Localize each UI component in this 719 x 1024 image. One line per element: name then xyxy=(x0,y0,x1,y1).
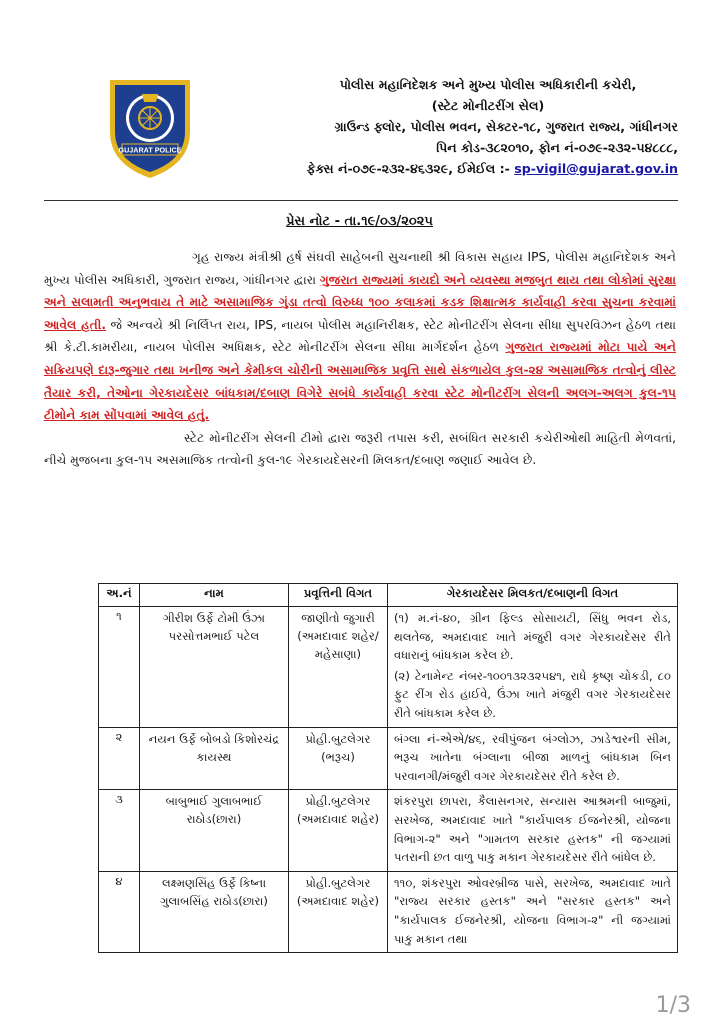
p1-text-a: ગૃહ રાજ્ય મંત્રીશ્રી હર્ષ સંઘવી સાહેબની સુચનાથી શ્રી વિકાસ સહાય IPS, પોલીસ મહાનિદેશક અને મુખ્ય પોલીસ અધિકારી, ગુજરાત રાજ્ય, ગાંધીનગર દ્વારા xyxy=(44,250,676,287)
gujarat-police-logo xyxy=(104,72,196,180)
row-details xyxy=(388,790,678,871)
detail-item: (૨) ટેનામેન્ટ નંબર-૧૦૦૧૩૨૩૨૫૪૧, રાધે કૃષ્ણ ચોકડી, ૮૦ ફુટ રીંગ રોડ હાઈવે, ઉંઝા ખાતે મંજુરી વગર ગેરકાયદેસર રીતે બાંધકામ કરેલ છે. xyxy=(394,668,671,720)
table-header-row xyxy=(99,584,678,607)
detail-item: બંગ્લા નં-એએ/૪૬, રવીપુંજન બંગ્લોઝ, ઝાડેશ્વરની સીમ, ભરૂચ ખાતેના બંગ્લાના બીજા માળનું બાંધકામ બિન પરવાનગી/મંજુરી વગર ગેરકાયદેસર રીતે કરેલ છે. xyxy=(394,731,671,783)
header-pin-phone: પિન કોડ-૩૮૨૦૧૦, ફોન નં-૦૭૯-૨૩૨-૫૪૮૮૮, xyxy=(436,140,678,155)
header-fax-email xyxy=(258,158,678,179)
row-serial: ૨ xyxy=(99,727,140,790)
police-badge-icon xyxy=(104,72,196,180)
row-details xyxy=(388,727,678,790)
row-activity: જાણીતો જુગારી (અમદાવાદ શહેર/મહેસાણા) xyxy=(289,607,388,728)
header-cell-name: (સ્ટેટ મોનીટરીંગ સેલ) xyxy=(431,98,545,113)
p1-text-b: જે અન્વયે શ્રી નિર્લિપ્ત રાય, IPS, નાયબ પોલીસ મહાનિરીક્ષક, સ્ટેટ મોનીટરીંગ સેલના સીધા સુપરવિઝન હેઠળ તથા શ્રી કે.ટી.કામરીયા, નાયબ પોલીસ અધિક્ષક, સ્ટેટ મોનીટરીંગ સેલના સીધા માર્ગદર્શન હેઠળ xyxy=(44,317,677,355)
illegal-property-table xyxy=(98,583,678,953)
table-row xyxy=(99,871,678,952)
row-name: નયન ઉર્ફે બોબડો કિશોરચંદ્ર કાયસ્થ xyxy=(140,727,289,790)
detail-item: ૧૧૦, શંકરપુરા ઓવરબ્રીજ પાસે, સરખેજ, અમદાવાદ ખાતે "રાજ્ય સરકાર હસ્તક" અને "સરકાર હસ્તક" અને "કાર્યપાલક ઈજનેરશ્રી, યોજના વિભાગ-૨" ની જગ્યામાં પાકુ મકાન તથા xyxy=(394,875,671,946)
row-serial: ૩ xyxy=(99,790,140,871)
office-header xyxy=(258,74,678,179)
header-fax: ફેક્સ નં-૦૭૯-૨૩૨-૪૬૩૨૯, ઈમેઈલ :- xyxy=(306,161,515,176)
row-activity: પ્રોહી.બુટલેગર (ભરૂચ) xyxy=(289,727,388,790)
logo-text: GUJARAT POLICE xyxy=(118,145,182,155)
p1-highlight-2: ગુજરાત રાજ્યમાં મોટા પાયે અને સક્રિયપણે દારૂ-જુગાર તથા ખનીજ અને કેમીકલ ચોરીની અસામાજિક પ્રવૃત્તિ સાથે સંકળાયેલ કુલ-૨૪ અસામાજિક તત્વોનું લીસ્ટ તૈયાર કરી, તેઓના ગેરકાયદેસર બાંધકામ/દબાણ વિગેરે સબંધે કાર્યવાહી કરવા સ્ટેટ મોનીટરીંગ સેલની અલગ-અલગ કુલ-૧૫ ટીમોને કામ સોંપવામાં આવેલ હતું. xyxy=(44,340,677,423)
body-paragraph-2: સ્ટેટ મોનીટરીંગ સેલની ટીમો દ્વારા જરૂરી તપાસ કરી, સબંધિત સરકારી કચેરીઓથી માહિતી મેળવતાં, નીચે મુજબના કુલ-૧૫ અસમાજિક તત્વોની કુલ-૧૯ ગેરકાયદેસરની મિલકત/દબાણ જણાઈ આવેલ છે. xyxy=(44,430,676,468)
row-serial: ૪ xyxy=(99,871,140,952)
col-activity: પ્રવૃત્તિની વિગત xyxy=(289,584,388,607)
row-name: બાબુભાઈ ગુલાબભાઈ રાઠોડ(છારા) xyxy=(140,790,289,871)
row-details xyxy=(388,871,678,952)
row-activity: પ્રોહી.બુટલેગર (અમદાવાદ શહેર) xyxy=(289,871,388,952)
body-paragraph-1 xyxy=(44,246,676,427)
table-row xyxy=(99,727,678,790)
col-details: ગેરકાયદેસર મિલકત/દબાણની વિગત xyxy=(388,584,678,607)
table-row xyxy=(99,790,678,871)
press-note-title-text: પ્રેસ નોટ - તા.૧૯/૦૩/૨૦૨૫ xyxy=(286,214,433,229)
press-note-title xyxy=(0,214,719,229)
row-activity: પ્રોહી.બુટલેગર (અમદાવાદ શહેર) xyxy=(289,790,388,871)
email-link[interactable]: sp-vigil@gujarat.gov.in xyxy=(514,161,678,176)
page-number: 1/3 xyxy=(655,993,691,1018)
detail-item: (૧) મ.નં-૪૦, ગ્રીન ફિલ્ડ સોસાયટી, સિંધુ ભવન રોડ, થલતેજ, અમદાવાદ ખાતે મંજુરી વગર ગેરકાયદેસર રીતે વધારાનું બાંધકામ કરેલ છે. xyxy=(394,611,671,663)
p1-highlight-1: ગુજરાત રાજ્યમાં કાયદો અને વ્યવસ્થા મજબુત થાય તથા લોકોમાં સુરક્ષા અને સલામતી અનુભવાય તે માટે અસામાજિક ગુંડા તત્વો વિરુધ્ધ ૧૦૦ કલાકમાં કડક શિક્ષાત્મક કાર્યવાહી કરવા સુચના કરવામાં આવેલ હતી. xyxy=(44,272,676,332)
press-note-body xyxy=(44,246,676,472)
header-divider xyxy=(44,200,678,201)
row-name: ગીરીશ ઉર્ફે ટોમી ઉંઝા પરસોત્તમભાઈ પટેલ xyxy=(140,607,289,728)
row-name: લક્ષ્મણસિંહ ઉર્ફે કિષ્ના ગુલાબસિંહ રાઠોડ(છારા) xyxy=(140,871,289,952)
col-name: નામ xyxy=(140,584,289,607)
table-row xyxy=(99,607,678,728)
header-office-name: પોલીસ મહાનિદેશક અને મુખ્ય પોલીસ અધિકારીની કચેરી, xyxy=(339,77,637,92)
row-serial: ૧ xyxy=(99,607,140,728)
col-serial: અ.નં xyxy=(99,584,140,607)
header-address: ગ્રાઉન્ડ ફ્લોર, પોલીસ ભવન, સેક્ટર-૧૮, ગુજરાત રાજ્ય, ગાંધીનગર xyxy=(334,119,678,134)
row-details xyxy=(388,607,678,728)
detail-item: શંકરપુરા છાપરા, કૈલાસનગર, સન્યાસ આશ્રમની બાજુમાં, સરખેજ, અમદાવાદ ખાતે "કાર્યપાલક ઈજનેરશ્રી, યોજના વિભાગ-૨" અને "ગામતળ સરકાર હસ્તક" ની જગ્યામાં પતરાની છત વાળુ પાકુ મકાન ગેરકાયદેસર રીતે બાંધેલ છે. xyxy=(394,794,671,865)
